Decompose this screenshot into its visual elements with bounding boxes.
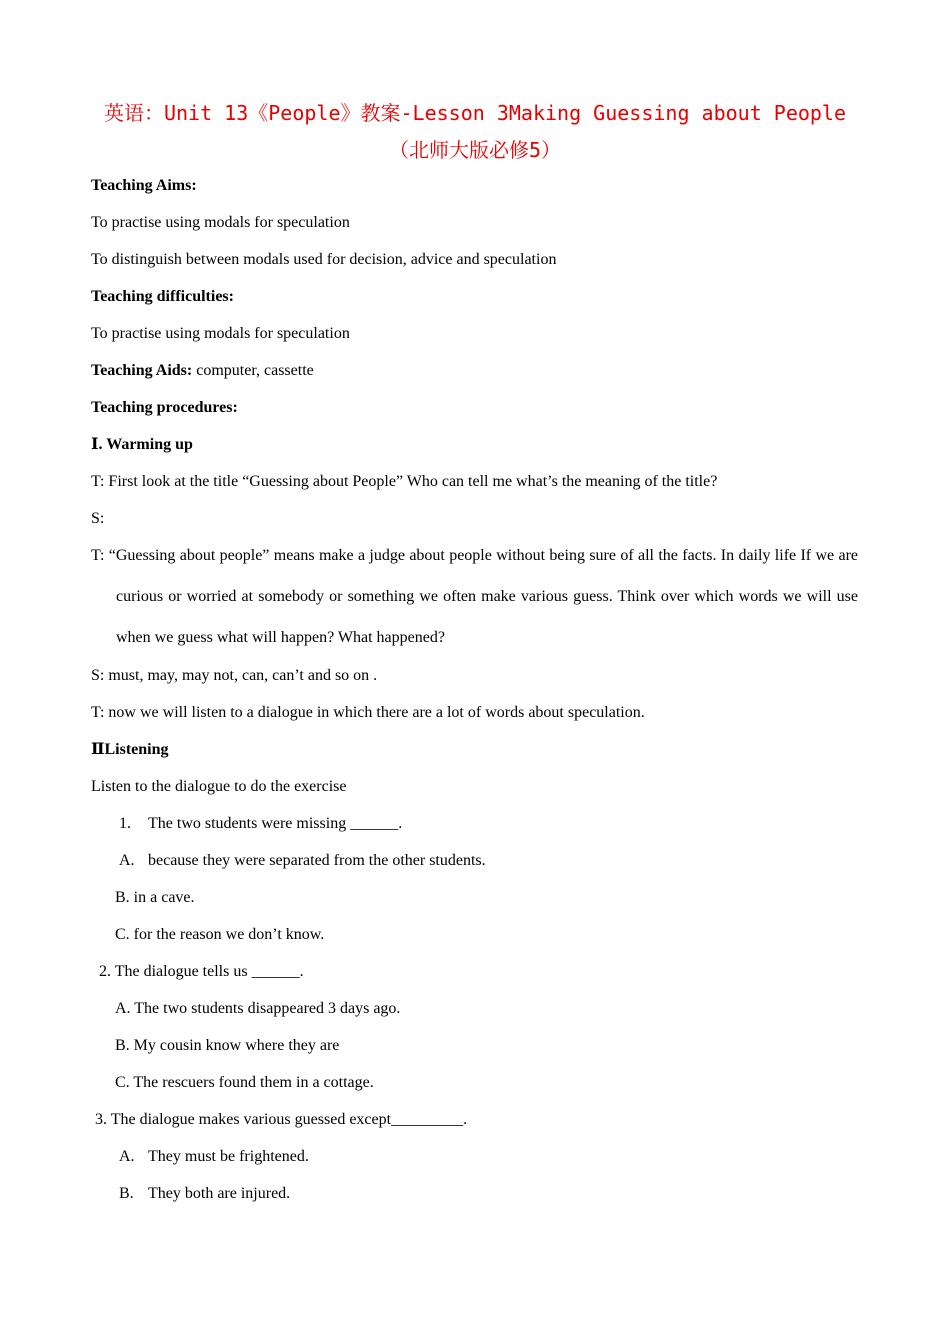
q1-option-c: C. for the reason we don’t know.	[115, 926, 325, 943]
q2-option-c: C. The rescuers found them in a cottage.	[115, 1074, 374, 1091]
document-title: 英语：Unit 13《People》教案-Lesson 3Making Guessing about People（北师大版必修5）	[103, 101, 847, 162]
q3-text: 3. The dialogue makes various guessed except_________.	[95, 1111, 468, 1128]
q1-option-a-label: A.	[119, 852, 135, 869]
listening-heading: ⅡListening	[91, 741, 169, 758]
warming-heading: Ⅰ. Warming up	[91, 436, 193, 453]
aids-text: computer, cassette	[192, 362, 314, 379]
aims-item-2: To distinguish between modals used for decision, advice and speculation	[91, 251, 557, 268]
aims-item-1: To practise using modals for speculation	[91, 214, 350, 231]
q3-option-a: They must be frightened.	[148, 1148, 309, 1165]
warming-student-1: S:	[91, 510, 105, 527]
listening-intro: Listen to the dialogue to do the exercise	[91, 778, 347, 795]
q3-option-a-label: A.	[119, 1148, 135, 1165]
q1-option-a: because they were separated from the other students.	[148, 852, 486, 869]
q3-option-b: They both are injured.	[148, 1185, 291, 1202]
procedures-heading: Teaching procedures:	[91, 399, 238, 416]
q1-text: The two students were missing ______.	[148, 815, 403, 832]
aims-heading: Teaching Aims:	[91, 177, 197, 194]
q1-option-b: B. in a cave.	[115, 889, 195, 906]
q3-option-b-label: B.	[119, 1185, 134, 1202]
aids-heading: Teaching Aids:	[91, 362, 193, 379]
aids-line	[91, 361, 314, 381]
warming-teacher-2: T: “Guessing about people” means make a judge about people without being sure of all the facts. In daily life If we are curious or worried at somebody or something we often make various guess. Think over which words we will use when we guess what will happen? What happened?	[91, 547, 858, 646]
q2-option-b: B. My cousin know where they are	[115, 1037, 340, 1054]
difficulties-text: To practise using modals for speculation	[91, 325, 350, 342]
warming-teacher-3: T: now we will listen to a dialogue in which there are a lot of words about speculation.	[91, 704, 645, 721]
warming-student-2: S: must, may, may not, can, can’t and so on .	[91, 667, 378, 684]
q2-option-a: A. The two students disappeared 3 days ago.	[115, 1000, 401, 1017]
warming-teacher-1: T: First look at the title “Guessing about People” Who can tell me what’s the meaning of the title?	[91, 473, 718, 490]
q1-number: 1.	[119, 815, 131, 832]
q2-text: 2. The dialogue tells us ______.	[99, 963, 304, 980]
difficulties-heading: Teaching difficulties:	[91, 288, 234, 305]
